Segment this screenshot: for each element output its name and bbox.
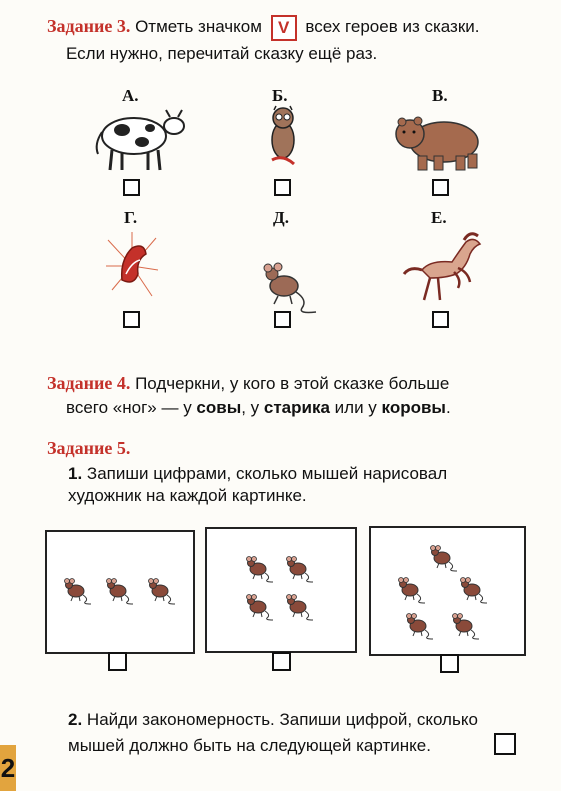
task3-title: Задание 3. bbox=[47, 16, 131, 36]
answer-cow[interactable]: коровы bbox=[381, 398, 446, 417]
task4-end: . bbox=[445, 398, 451, 417]
checkbox-a[interactable] bbox=[123, 179, 140, 196]
task5-item2-line1 bbox=[68, 708, 478, 732]
task3-text-before: Отметь значком bbox=[135, 17, 262, 36]
option-letter-b: Б. bbox=[272, 86, 288, 105]
option-letter-v: В. bbox=[432, 86, 448, 105]
owl-icon bbox=[266, 104, 300, 168]
checkbox-d[interactable] bbox=[274, 311, 291, 328]
mouse-icon bbox=[405, 612, 435, 645]
task3-line2: Если нужно, перечитай сказку ещё раз. bbox=[66, 44, 378, 63]
mouse-icon bbox=[429, 544, 459, 577]
task5-item1-line2: художник на каждой картинке. bbox=[68, 486, 307, 505]
mice-picture-1 bbox=[45, 530, 195, 654]
mouse-icon bbox=[451, 612, 481, 645]
task4-sep1: , у bbox=[241, 398, 264, 417]
task5-item1-line1 bbox=[68, 462, 447, 486]
checkbox-g[interactable] bbox=[123, 311, 140, 328]
task5-title-text: Задание 5. bbox=[47, 438, 131, 458]
task4-line2 bbox=[66, 396, 451, 420]
task4-title: Задание 4. bbox=[47, 373, 131, 393]
option-letter-d: Д. bbox=[273, 208, 289, 227]
task5-title bbox=[47, 436, 130, 461]
answer-box-next-picture[interactable] bbox=[494, 733, 516, 755]
mouse-icon bbox=[147, 577, 177, 610]
cow-icon bbox=[92, 104, 192, 174]
task3-header bbox=[47, 14, 547, 41]
check-mark-icon: V bbox=[271, 15, 297, 41]
mouse-icon bbox=[459, 576, 489, 609]
horse-icon bbox=[400, 230, 484, 304]
task4-text-line1: Подчеркни, у кого в этой сказке больше bbox=[135, 374, 450, 393]
task5-item1-number: 1. bbox=[68, 464, 83, 483]
task5-item2-number: 2. bbox=[68, 710, 83, 729]
bear-icon bbox=[390, 110, 486, 172]
checkbox-b[interactable] bbox=[274, 179, 291, 196]
checkbox-v[interactable] bbox=[432, 179, 449, 196]
mouse-icon bbox=[285, 593, 315, 626]
mouse-icon bbox=[258, 258, 320, 316]
mice-picture-3 bbox=[369, 526, 526, 656]
task4-sep2: или у bbox=[329, 398, 382, 417]
mouse-icon bbox=[63, 577, 93, 610]
answer-old-man[interactable]: старика bbox=[263, 398, 330, 417]
task5-item2-text: Найди закономерность. Запиши цифрой, сколько bbox=[86, 710, 478, 729]
mouse-icon bbox=[245, 593, 275, 626]
option-letter-a: А. bbox=[122, 86, 139, 105]
task4-line2-prefix: всего «ног» — у bbox=[66, 398, 197, 417]
answer-owl[interactable]: совы bbox=[196, 398, 242, 417]
task5-item1-text: Запиши цифрами, сколько мышей нарисовал bbox=[86, 464, 448, 483]
option-letter-g: Г. bbox=[124, 208, 138, 227]
mouse-icon bbox=[397, 576, 427, 609]
task5-item2-line2: мышей должно быть на следующей картинке. bbox=[68, 736, 431, 755]
mouse-icon bbox=[105, 577, 135, 610]
answer-box-picture-2[interactable] bbox=[272, 652, 291, 671]
option-letter-e: Е. bbox=[431, 208, 447, 227]
checkbox-e[interactable] bbox=[432, 311, 449, 328]
page-number: 2 bbox=[0, 745, 16, 791]
task3-text-after: всех героев из сказки. bbox=[305, 17, 480, 36]
firebird-icon bbox=[106, 230, 158, 302]
answer-box-picture-1[interactable] bbox=[108, 652, 127, 671]
mouse-icon bbox=[285, 555, 315, 588]
mouse-icon bbox=[245, 555, 275, 588]
answer-box-picture-3[interactable] bbox=[440, 654, 459, 673]
mice-picture-2 bbox=[205, 527, 357, 653]
task4-line1 bbox=[47, 371, 547, 396]
